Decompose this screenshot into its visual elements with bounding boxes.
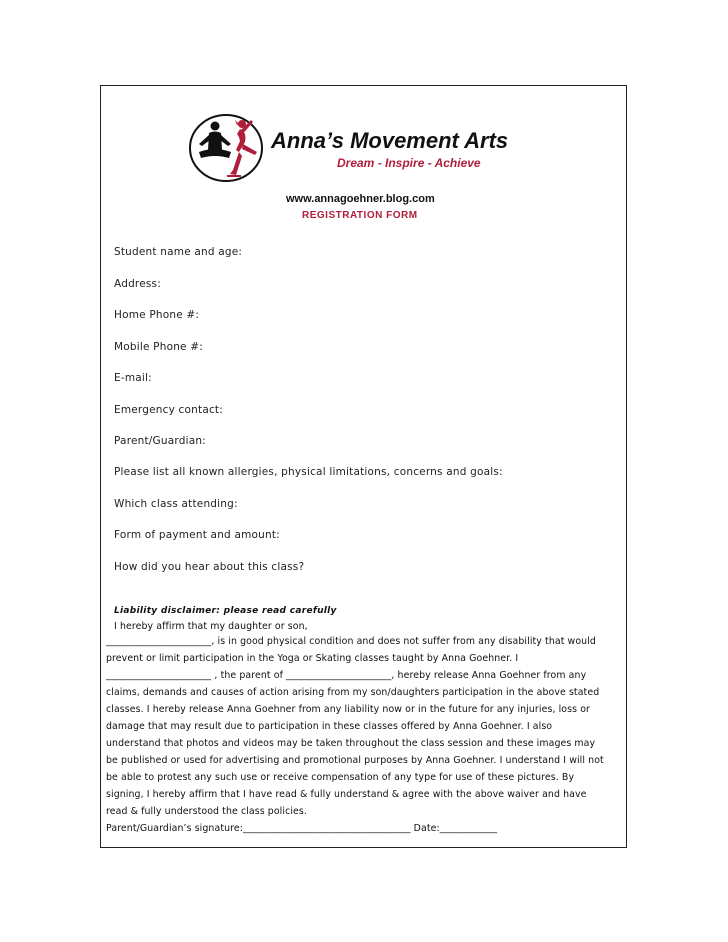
field-class-attending: Which class attending: [114, 498, 238, 510]
field-parent-guardian: Parent/Guardian: [114, 435, 206, 447]
disclaimer-line: claims, demands and causes of action arising from my son/daughters participation in the above stated [106, 687, 600, 698]
disclaimer-line: damage that may result due to participation in these classes offered by Anna Goehner. I also [106, 721, 553, 732]
signature-date-line: Parent/Guardian’s signature:___________________________________ Date:____________ [106, 823, 498, 834]
field-address: Address: [114, 278, 161, 290]
yoga-and-skater-logo-icon [187, 112, 265, 184]
website-link[interactable]: www.annagoehner.blog.com [286, 193, 435, 205]
disclaimer-line: classes. I hereby release Anna Goehner from any liability now or in the future for any injuries, loss or [106, 704, 590, 715]
field-home-phone: Home Phone #: [114, 309, 200, 321]
field-emergency-contact: Emergency contact: [114, 404, 223, 416]
form-title: REGISTRATION FORM [302, 210, 418, 221]
disclaimer-line: be published or used for advertising and promotional purposes by Anna Goehner. I understand I will not [106, 755, 604, 766]
business-title: Anna’s Movement Arts [271, 128, 509, 153]
field-mobile-phone: Mobile Phone #: [114, 341, 203, 353]
field-student-name-age: Student name and age: [114, 246, 243, 258]
field-payment: Form of payment and amount: [114, 529, 280, 541]
field-allergies-limitations: Please list all known allergies, physical limitations, concerns and goals: [114, 466, 503, 478]
disclaimer-line: I hereby affirm that my daughter or son, [114, 621, 308, 632]
disclaimer-line: read & fully understood the class policies. [106, 806, 307, 817]
disclaimer-line: prevent or limit participation in the Yoga or Skating classes taught by Anna Goehner. I [106, 653, 519, 664]
disclaimer-line: be able to protest any such use or receive compensation of any type for use of these pictures. By [106, 772, 575, 783]
field-referral-source: How did you hear about this class? [114, 561, 305, 573]
disclaimer-heading: Liability disclaimer: please read carefully [114, 606, 337, 616]
tagline: Dream - Inspire - Achieve [337, 156, 481, 170]
field-email: E-mail: [114, 372, 152, 384]
disclaimer-line: ______________________, is in good physical condition and does not suffer from any disability that would [106, 636, 596, 647]
disclaimer-line: ______________________ , the parent of ______________________, hereby release Anna Goehner from any [106, 670, 587, 681]
disclaimer-line: signing, I hereby affirm that I have read & fully understand & agree with the above waiver and have [106, 789, 587, 800]
disclaimer-line: understand that photos and videos may be taken throughout the class session and these images may [106, 738, 596, 749]
